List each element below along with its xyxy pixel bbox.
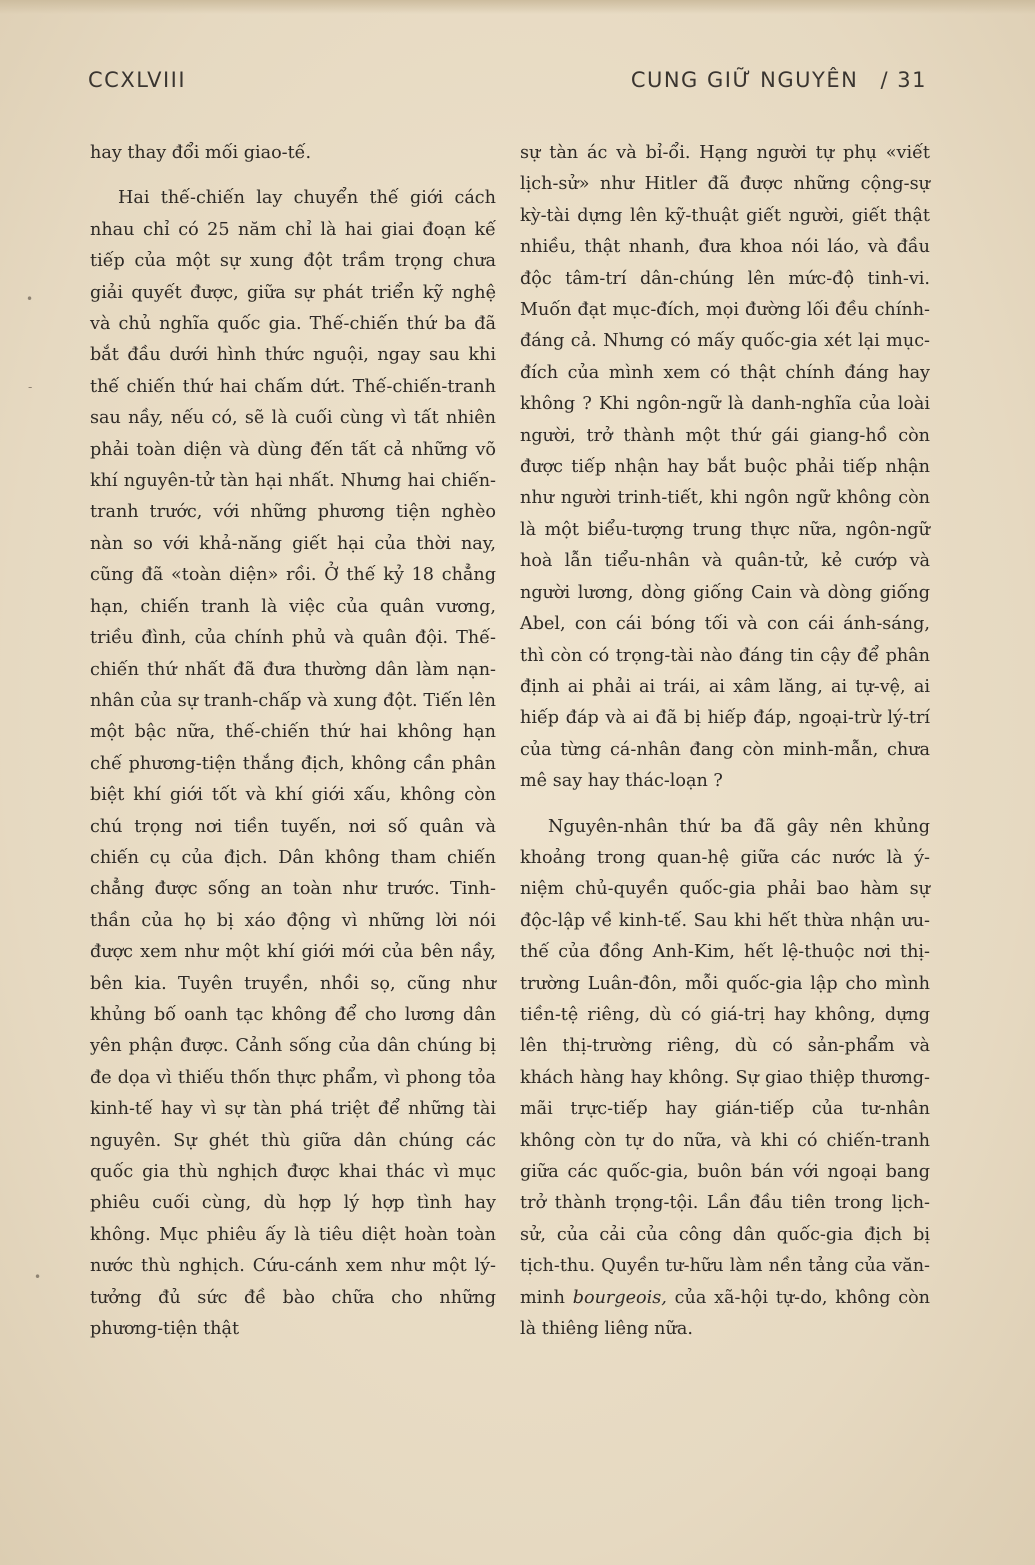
paragraph-continuation: sự tàn ác và bỉ-ổi. Hạng người tự phụ «viết lịch-sử» như Hitler đã được những cộng-sự kỳ-tài dựng lên kỹ-thuật giết người, giết thật nhiều, thật nhanh, đưa khoa nói láo, và đầu độc tâm-trí dân-chúng lên mức-độ tinh-vi. Muốn đạt mục-đích, mọi đường lối đều chính-đáng cả. Nhưng có mấy quốc-gia xét lại mục-đích của mình xem có thật chính đáng hay không ? Khi ngôn-ngữ là danh-nghĩa của loài người, trở thành một thứ gái giang-hồ còn được tiếp nhận hay bắt buộc phải tiếp nhận như người trinh-tiết, khi ngôn ngữ không còn là một biểu-tượng trung thực nữa, ngôn-ngữ hoà lẫn tiểu-nhân và quân-tử, kẻ cướp và người lương, dòng giống Cain và dòng giống Abel, con cái bóng tối và con cái ánh-sáng, thì còn có trọng-tài nào đáng tin cậy để phân định ai phải ai trái, ai xâm lăng, ai tự-vệ, ai hiếp đáp và ai đã bị hiếp đáp, ngoại-trừ lý-trí của từng cá-nhân đang còn minh-mẫn, chưa mê say hay thác-loạn ? [520,143,930,792]
paragraph [520,812,930,1346]
paragraph-text-end: của xã-hội tự-do, không còn là thiêng liêng nữa. [520,1287,930,1340]
margin-mark: • [34,1270,42,1284]
left-column [90,138,496,1345]
italic-term: bourgeois, [572,1287,667,1308]
header-title-text: CUNG GIỮ NGUYÊN [630,68,859,92]
page-number: / 31 [880,68,927,92]
paragraph: Hai thế-chiến lay chuyển thế giới cách nhau chỉ có 25 năm chỉ là hai giai đoạn kế tiếp của một sự xung đột trầm trọng chưa giải quyết được, giữa sự phát triển kỹ nghệ và chủ nghĩa quốc gia. Thế-chiến thứ ba đã bắt đầu dưới hình thức nguội, ngay sau khi thế chiến thứ hai chấm dứt. Thế-chiến-tranh sau nầy, nếu có, sẽ là cuối cùng vì tất nhiên phải toàn diện và dùng đến tất cả những võ khí nguyên-tử tàn hại nhất. Nhưng hai chiến-tranh trước, với những phương tiện nghèo nàn so với khả-năng giết hại của thời nay, cũng đã «toàn diện» rồi. Ở thế kỷ 18 chẳng hạn, chiến tranh là việc của quân vương, triều đình, của chính phủ và quân đội. Thế-chiến thứ nhất đã đưa thường dân làm nạn-nhân của sự tranh-chấp và xung đột. Tiến lên một bậc nữa, thế-chiến thứ hai không hạn chế phương-tiện thắng địch, không cần phân biệt khí giới tốt và khí giới xấu, không còn chú trọng nơi tiền tuyến, nơi số quân và chiến cụ của địch. Dân không tham chiến chẳng được sống an toàn như trước. Tinh-thần của họ bị xáo động vì những lời nói được xem như một khí giới mới của bên nầy, bên kia. Tuyên truyền, nhồi sọ, cũng như khủng bố oanh tạc không để cho lương dân yên phận được. Cảnh sống của dân chúng bị đe dọa vì thiếu thốn thực phẩm, vì phong tỏa kinh-tế hay vì sự tàn phá triệt để những tài nguyên. Sự ghét thù giữa dân chúng các quốc gia thù nghịch được khai thác vì mục phiêu cuối cùng, dù hợp lý hợp tình hay không. Mục phiêu ấy là tiêu diệt hoàn toàn nước thù nghịch. Cứu-cánh xem như một lý-tưởng đủ sức đề bào chữa cho những phương-tiện thật [90,188,496,1340]
header-roman-numeral: CCXLVIII [88,68,187,92]
margin-mark: - [28,380,33,394]
page-top-edge [0,0,1035,14]
header-chapter-title [631,68,927,92]
paragraph-text: Nguyên-nhân thứ ba đã gây nên khủng khoảng trong quan-hệ giữa các nước là ý-niệm chủ-quyền quốc-gia phải bao hàm sự độc-lập về kinh-tế. Sau khi hết thừa nhận ưu-thế của đồng Anh-Kim, hết lệ-thuộc nơi thị-trường Luân-đôn, mỗi quốc-gia lập cho mình tiền-tệ riêng, dù có giá-trị hay không, dựng lên thị-trường riêng, dù có sản-phẩm và khách hàng hay không. Sự giao thiệp thương-mãi trực-tiếp hay gián-tiếp của tư-nhân không còn tự do nữa, và khi có chiến-tranh giữa các quốc-gia, buôn bán với ngoại bang trở thành trọng-tội. Lần đầu tiên trong lịch-sử, của cải của công dân quốc-gia địch bị tịch-thu. Quyền tư-hữu làm nền tảng của văn-minh [520,816,930,1308]
running-header [88,60,927,100]
paragraph-continuation: hay thay đổi mối giao-tế. [90,143,312,163]
margin-mark: • [26,292,34,306]
right-column [520,138,930,1345]
